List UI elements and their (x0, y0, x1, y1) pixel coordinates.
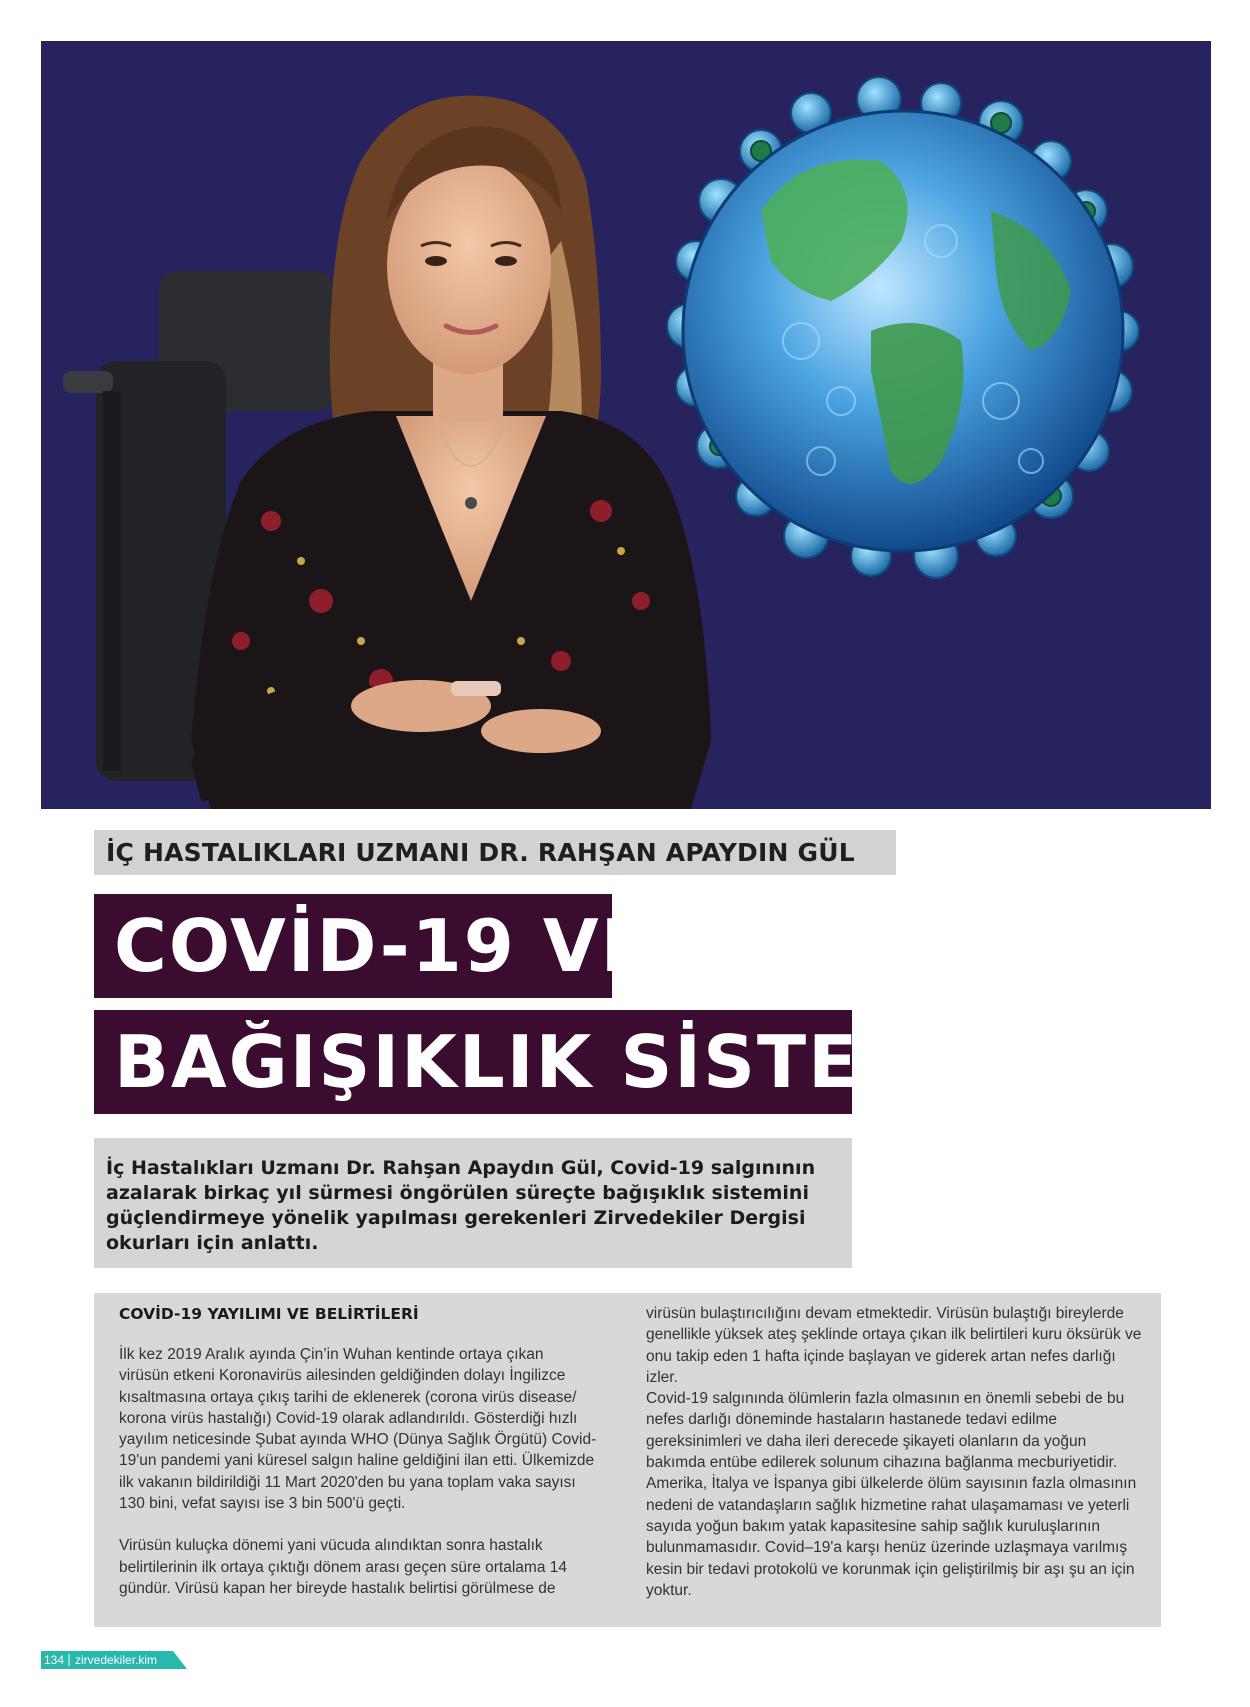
article-lead: İç Hastalıkları Uzmanı Dr. Rahşan Apaydın Gül, Covid-19 salgınının azalarak birkaç yıl sürmesi öngörülen süreçte bağışıklık sistemini güçlendirmeye yönelik yapılması gerekenleri Zirvedekiler Dergisi okurları için anlattı. (94, 1138, 852, 1268)
author-subtitle-bar (94, 830, 896, 875)
hero-image (41, 41, 1211, 809)
paragraph: virüsün bulaştırıcılığını devam etmektedir. Virüsün bulaştığı bireylerde genellikle yüksek ateş şeklinde ortaya çıkan ilk belirtileri kuru öksürük ve onu takip eden 1 hafta içinde başlayan ve giderek artan nefes darlığı izler. (646, 1305, 1142, 1386)
article-title-line-2: BAĞIŞIKLIK SİSTEMİ (94, 1010, 852, 1114)
article-column-right (646, 1303, 1146, 1601)
article-column-left (119, 1303, 597, 1599)
author-subtitle: İÇ HASTALIKLARI UZMANI DR. RAHŞAN APAYDIN GÜL (106, 838, 855, 867)
section-heading: COVİD-19 YAYILIMI VE BELİRTİLERİ (119, 1305, 419, 1323)
hero-illustration (41, 41, 1211, 809)
paragraph: İlk kez 2019 Aralık ayında Çin’in Wuhan kentinde ortaya çıkan virüsün etkeni Koronavirüs ailesinden geldiğinden dolayı İngilizce kısaltmasına ortaya çıkış tarihi de eklenerek (corona virüs disease/ korona virüs hastalığı) Covid-19 olarak adlandırıldı. Gösterdiği hızlı yayılım neticesinde Şubat ayında WHO (Dünya Sağlık Örgütü) Covid-19'un pandemi yani küresel salgın haline geldiğini ilan etti. Ülkemizde ilk vakanın bildirildiği 11 Mart 2020'den bu yana toplam vaka sayısı 130 bini, vefat sayısı ise 3 bin 500'ü geçti. (119, 1346, 597, 1513)
paragraph: Covid-19 salgınında ölümlerin fazla olmasının en önemli sebebi de bu nefes darlığı döneminde hastaların hastanede tedavi edilme gereksinimleri ve daha ileri derecede şikayeti olanların da yoğun bakımda entübe edilerek solunum cihazına bağlanma mecburiyetidir. Amerika, İtalya ve İspanya gibi ülkelerde ölüm sayısının fazla olmasının nedeni de vatandaşların sağlık hizmetine rahat ulaşamaması ve yeterli sayıda yoğun bakım yatak kapasitesine sahip sağlık kuruluşlarının bulunmamasıdır. Covid–19'a karşı henüz üzerinde uzlaşmaya varılmış kesin bir tedavi protokolü ve korunmak için geliştirilmiş bir aşı şu an için yoktur. (646, 1390, 1137, 1599)
page-number: 134 (44, 1653, 65, 1667)
page-footer (41, 1651, 187, 1669)
article-body (94, 1293, 1161, 1627)
article-title-line-1: COVİD-19 VE (94, 894, 612, 998)
paragraph: Virüsün kuluçka dönemi yani vücuda alındıktan sonra hastalık belirtilerinin ilk ortaya çıktığı dönem arası geçen süre ortalama 14 gündür. Virüsü kapan her bireyde hastalık belirtisi görülmese de (119, 1537, 567, 1597)
website-link[interactable]: zirvedekiler.kim (75, 1653, 158, 1667)
